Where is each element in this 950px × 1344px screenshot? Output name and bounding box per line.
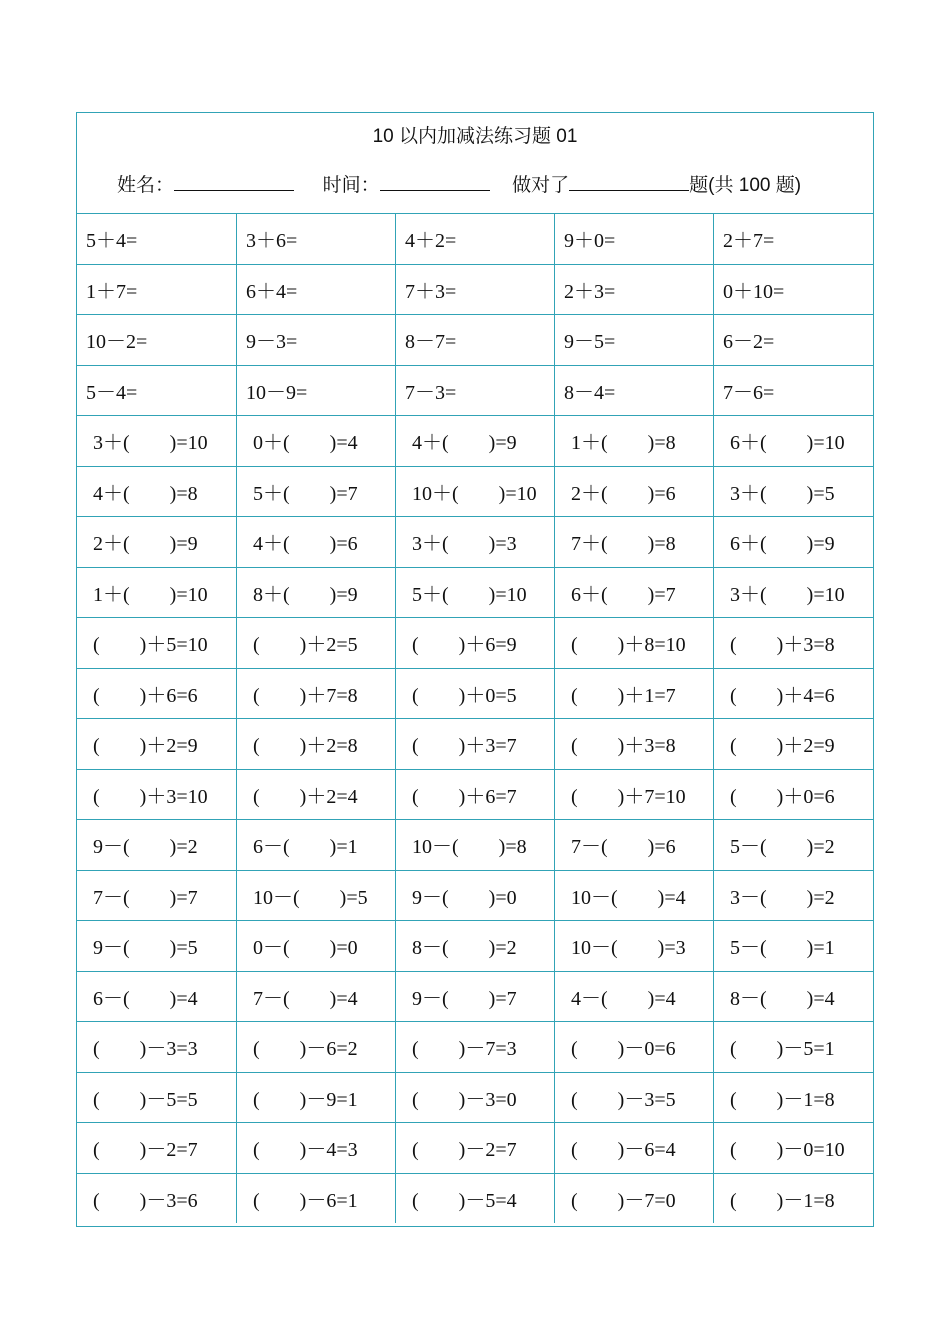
problem-cell[interactable]: ( )－9=1 (236, 1072, 395, 1123)
problem-cell[interactable]: 7＋3= (395, 264, 554, 315)
problem-cell[interactable]: 3＋( )=10 (77, 415, 236, 466)
problem-cell[interactable]: ( )＋2=9 (77, 718, 236, 769)
problem-cell[interactable]: ( )－5=5 (77, 1072, 236, 1123)
problem-cell[interactable]: 3＋6= (236, 213, 395, 264)
problem-cell[interactable]: ( )＋6=6 (77, 668, 236, 719)
problem-cell[interactable]: 0＋10= (713, 264, 873, 315)
problem-cell[interactable]: 6＋( )=7 (554, 567, 713, 618)
problem-grid (77, 213, 873, 1223)
problem-cell[interactable]: 5＋( )=10 (395, 567, 554, 618)
problem-cell[interactable]: ( )－2=7 (395, 1122, 554, 1173)
problem-cell[interactable]: 9－5= (554, 314, 713, 365)
total-label: 题(共 100 题) (689, 175, 802, 196)
problem-cell[interactable]: 6＋( )=9 (713, 516, 873, 567)
problem-cell[interactable]: 7－( )=4 (236, 971, 395, 1022)
problem-cell[interactable]: ( )－1=8 (713, 1072, 873, 1123)
problem-cell[interactable]: ( )－0=6 (554, 1021, 713, 1072)
correct-count-blank[interactable] (569, 171, 689, 191)
problem-cell[interactable]: ( )＋4=6 (713, 668, 873, 719)
problem-cell[interactable]: ( )＋2=8 (236, 718, 395, 769)
problem-cell[interactable]: ( )＋2=5 (236, 617, 395, 668)
problem-cell[interactable]: 6－( )=4 (77, 971, 236, 1022)
problem-cell[interactable]: 7－3= (395, 365, 554, 416)
problem-cell[interactable]: ( )＋0=6 (713, 769, 873, 820)
problem-cell[interactable]: ( )＋2=9 (713, 718, 873, 769)
problem-cell[interactable]: 10－( )=4 (554, 870, 713, 921)
problem-cell[interactable]: 2＋( )=9 (77, 516, 236, 567)
time-label: 时间： (322, 175, 380, 196)
problem-cell[interactable]: 4＋( )=6 (236, 516, 395, 567)
worksheet (76, 112, 874, 1227)
problem-cell[interactable]: 7－( )=7 (77, 870, 236, 921)
problem-cell[interactable]: 9－3= (236, 314, 395, 365)
problem-cell[interactable]: 7－6= (713, 365, 873, 416)
problem-cell[interactable]: 8－7= (395, 314, 554, 365)
problem-cell[interactable]: 9－( )=2 (77, 819, 236, 870)
problem-cell[interactable]: ( )－4=3 (236, 1122, 395, 1173)
problem-cell[interactable]: ( )＋6=7 (395, 769, 554, 820)
problem-cell[interactable]: ( )＋1=7 (554, 668, 713, 719)
problem-cell[interactable]: ( )＋6=9 (395, 617, 554, 668)
problem-cell[interactable]: 4＋( )=9 (395, 415, 554, 466)
problem-cell[interactable]: ( )＋2=4 (236, 769, 395, 820)
problem-cell[interactable]: 4＋2= (395, 213, 554, 264)
name-label: 姓名： (117, 175, 175, 196)
problem-cell[interactable]: 3－( )=2 (713, 870, 873, 921)
problem-cell[interactable]: 8－4= (554, 365, 713, 416)
problem-cell[interactable]: ( )＋7=8 (236, 668, 395, 719)
problem-cell[interactable]: 0＋( )=4 (236, 415, 395, 466)
problem-cell[interactable]: 1＋( )=10 (77, 567, 236, 618)
problem-cell[interactable]: ( )＋3=8 (554, 718, 713, 769)
problem-cell[interactable]: 10－( )=5 (236, 870, 395, 921)
problem-cell[interactable]: 1＋7= (77, 264, 236, 315)
problem-cell[interactable]: 3＋( )=10 (713, 567, 873, 618)
problem-cell[interactable]: ( )＋3=10 (77, 769, 236, 820)
problem-cell[interactable]: 10－( )=3 (554, 920, 713, 971)
problem-cell[interactable]: ( )－1=8 (713, 1173, 873, 1224)
problem-cell[interactable]: 6－( )=1 (236, 819, 395, 870)
problem-cell[interactable]: 8－( )=4 (713, 971, 873, 1022)
problem-cell[interactable]: 7＋( )=8 (554, 516, 713, 567)
problem-cell[interactable]: 10－( )=8 (395, 819, 554, 870)
name-blank[interactable] (174, 171, 294, 191)
worksheet-title: 10 以内加减法练习题 01 (372, 126, 578, 147)
problem-cell[interactable]: ( )－7=0 (554, 1173, 713, 1224)
problem-cell[interactable]: ( )－6=1 (236, 1173, 395, 1224)
problem-cell[interactable]: 7－( )=6 (554, 819, 713, 870)
correct-label: 做对了 (512, 175, 570, 196)
problem-cell[interactable]: ( )＋5=10 (77, 617, 236, 668)
problem-cell[interactable]: ( )－2=7 (77, 1122, 236, 1173)
problem-cell[interactable]: 10－2= (77, 314, 236, 365)
problem-cell[interactable]: ( )＋7=10 (554, 769, 713, 820)
problem-cell[interactable]: 6＋4= (236, 264, 395, 315)
problem-cell[interactable]: 2＋( )=6 (554, 466, 713, 517)
problem-cell[interactable]: 6－2= (713, 314, 873, 365)
problem-cell[interactable]: 2＋7= (713, 213, 873, 264)
problem-cell[interactable]: ( )－5=4 (395, 1173, 554, 1224)
problem-cell[interactable]: ( )－3=5 (554, 1072, 713, 1123)
student-info-line (117, 171, 801, 201)
problem-cell[interactable]: 9－( )=5 (77, 920, 236, 971)
problem-cell[interactable]: 5－( )=1 (713, 920, 873, 971)
problem-cell[interactable]: 1＋( )=8 (554, 415, 713, 466)
problem-cell[interactable]: 10－9= (236, 365, 395, 416)
problem-cell[interactable]: ( )－6=2 (236, 1021, 395, 1072)
problem-cell[interactable]: ( )＋3=8 (713, 617, 873, 668)
problem-cell[interactable]: ( )－0=10 (713, 1122, 873, 1173)
problem-cell[interactable]: 10＋( )=10 (395, 466, 554, 517)
problem-cell[interactable]: 4－( )=4 (554, 971, 713, 1022)
problem-cell[interactable]: ( )＋8=10 (554, 617, 713, 668)
problem-cell[interactable]: 3＋( )=3 (395, 516, 554, 567)
problem-cell[interactable]: 0－( )=0 (236, 920, 395, 971)
problem-cell[interactable]: ( )＋3=7 (395, 718, 554, 769)
problem-cell[interactable]: 5－( )=2 (713, 819, 873, 870)
problem-cell[interactable]: ( )－3=3 (77, 1021, 236, 1072)
problem-cell[interactable]: 9－( )=7 (395, 971, 554, 1022)
problem-cell[interactable]: 5＋( )=7 (236, 466, 395, 517)
problem-cell[interactable]: ( )－5=1 (713, 1021, 873, 1072)
problem-cell[interactable]: 8＋( )=9 (236, 567, 395, 618)
problem-cell[interactable]: ( )－7=3 (395, 1021, 554, 1072)
problem-cell[interactable]: 4＋( )=8 (77, 466, 236, 517)
problem-cell[interactable]: ( )－3=0 (395, 1072, 554, 1123)
problem-cell[interactable]: ( )－3=6 (77, 1173, 236, 1224)
problem-cell[interactable]: 9－( )=0 (395, 870, 554, 921)
problem-cell[interactable]: 5＋4= (77, 213, 236, 264)
problem-cell[interactable]: 8－( )=2 (395, 920, 554, 971)
problem-cell[interactable]: 5－4= (77, 365, 236, 416)
problem-cell[interactable]: 9＋0= (554, 213, 713, 264)
problem-cell[interactable]: ( )－6=4 (554, 1122, 713, 1173)
problem-cell[interactable]: ( )＋0=5 (395, 668, 554, 719)
time-blank[interactable] (380, 171, 490, 191)
problem-cell[interactable]: 3＋( )=5 (713, 466, 873, 517)
problem-cell[interactable]: 6＋( )=10 (713, 415, 873, 466)
problem-cell[interactable]: 2＋3= (554, 264, 713, 315)
